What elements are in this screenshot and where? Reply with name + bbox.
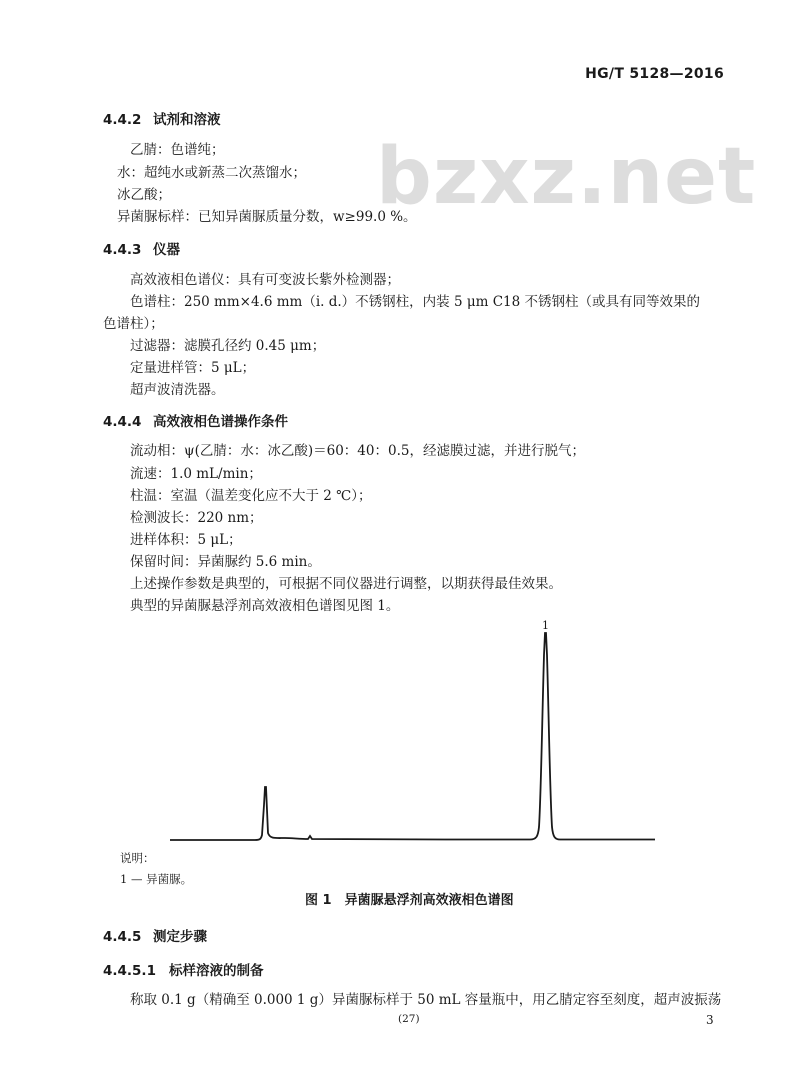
legend-title: 说明： xyxy=(120,851,155,865)
section-4-4-5-heading xyxy=(103,925,207,945)
peak-label: 1 xyxy=(542,619,549,632)
paragraph-line: 色谱柱）； xyxy=(103,316,164,332)
paragraph-line: 保留时间：异菌脲约 5.6 min。 xyxy=(130,554,321,570)
section-number: 4.4.5 xyxy=(103,929,142,945)
section-number: 4.4.5.1 xyxy=(103,963,156,979)
page-number: 3 xyxy=(706,1013,714,1027)
section-number: 4.4.3 xyxy=(103,242,142,258)
section-number: 4.4.4 xyxy=(103,414,142,430)
section-4-4-2-heading xyxy=(103,108,221,128)
chromatogram-trace xyxy=(170,633,655,840)
section-title: 仪器 xyxy=(153,242,180,258)
paragraph-line: 上述操作参数是典型的，可根据不同仪器进行调整，以期获得最佳效果。 xyxy=(130,576,562,592)
section-title: 高效液相色谱操作条件 xyxy=(153,414,288,430)
paragraph-line: 定量进样管：5 μL； xyxy=(130,360,256,376)
legend-item: 1 — 异菌脲。 xyxy=(120,872,193,886)
watermark: bzxz.net xyxy=(376,132,757,222)
paragraph-line: 流速：1.0 mL/min； xyxy=(130,466,262,482)
paragraph-line: 流动相：ψ(乙腈：水：冰乙酸)＝60：40：0.5，经滤膜过滤，并进行脱气； xyxy=(130,443,585,459)
section-title: 标样溶液的制备 xyxy=(169,963,264,979)
paragraph-line: 进样体积：5 μL； xyxy=(130,532,242,548)
paragraph-line: 异菌脲标样：已知异菌脲质量分数，w≥99.0 %。 xyxy=(117,209,417,225)
paragraph-line: 乙腈：色谱纯； xyxy=(130,142,225,158)
section-4-4-4-heading xyxy=(103,410,288,430)
section-title: 测定步骤 xyxy=(153,929,207,945)
paragraph-line: 高效液相色谱仪：具有可变波长紫外检测器； xyxy=(130,272,400,288)
paragraph-line: 超声波清洗器。 xyxy=(130,382,225,398)
chromatogram xyxy=(160,615,670,850)
section-4-4-3-heading xyxy=(103,238,180,258)
paragraph-line: 柱温：室温（温差变化应不大于 2 ℃）； xyxy=(130,488,372,504)
section-title: 试剂和溶液 xyxy=(153,112,221,128)
paragraph-line: 检测波长：220 nm； xyxy=(130,510,263,526)
section-number: 4.4.2 xyxy=(103,112,142,128)
paragraph-line: 水：超纯水或新蒸二次蒸馏水； xyxy=(117,165,306,181)
figure-caption: 图 1 异菌脲悬浮剂高效液相色谱图 xyxy=(305,893,514,908)
section-4-4-5-1-heading xyxy=(103,959,264,979)
paragraph-line: 称取 0.1 g（精确至 0.000 1 g）异菌脲标样于 50 mL 容量瓶中，用乙腈定容至刻度，超声波振荡 xyxy=(130,992,722,1008)
paragraph-line: 色谱柱：250 mm×4.6 mm（i. d.）不锈钢柱，内装 5 μm C18 不锈钢柱（或具有同等效果的 xyxy=(130,294,701,310)
standard-code: HG/T 5128—2016 xyxy=(585,66,724,82)
footer-page-sequence: (27) xyxy=(398,1013,420,1025)
paragraph-line: 典型的异菌脲悬浮剂高效液相色谱图见图 1。 xyxy=(130,598,400,614)
paragraph-line: 过滤器：滤膜孔径约 0.45 μm； xyxy=(130,338,326,354)
paragraph-line: 冰乙酸； xyxy=(117,187,171,203)
